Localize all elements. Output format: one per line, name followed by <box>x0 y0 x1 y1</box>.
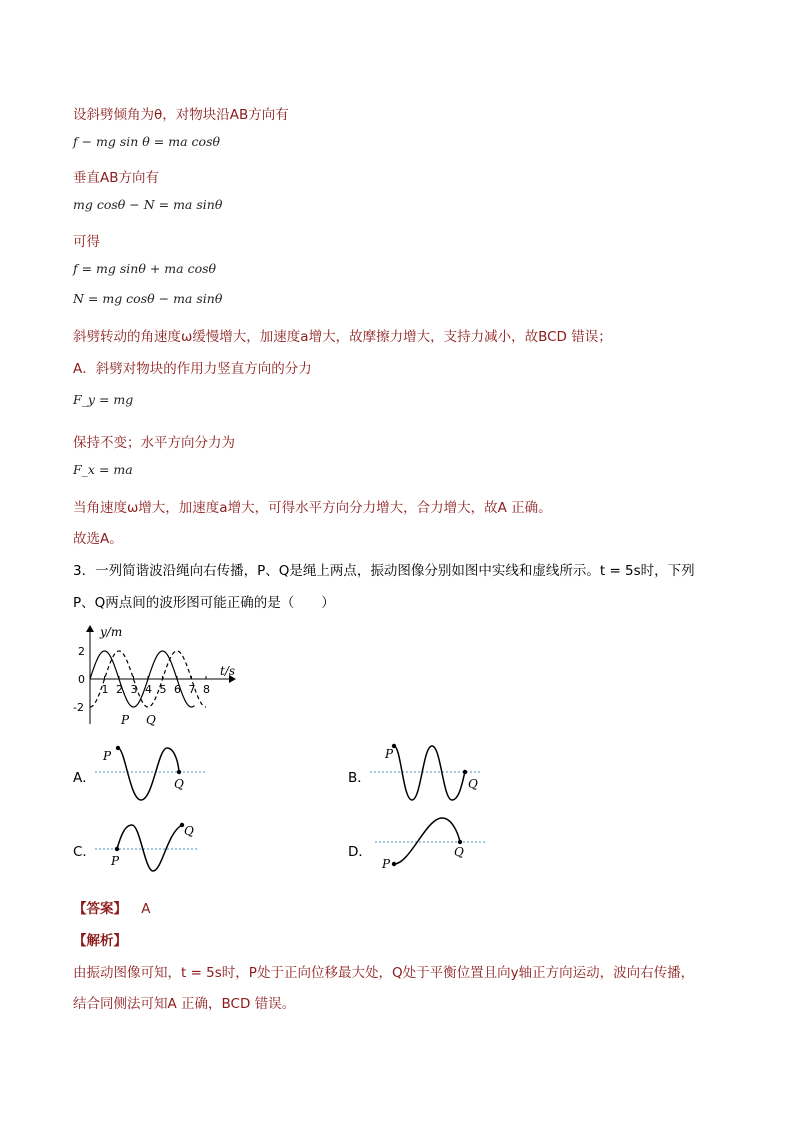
answer-row <box>73 897 151 917</box>
question-line-2: P、Q两点间的波形图可能正确的是（ ） <box>73 595 335 611</box>
t-tick-label: 2 <box>116 683 123 696</box>
analysis-line-1: 由振动图像可知，t = 5s时，P处于正向位移最大处，Q处于平衡位置且向y轴正方向运动，波向右传播， <box>73 965 695 981</box>
option-point-q: Q <box>184 824 194 838</box>
option-point-p: P <box>111 854 120 868</box>
option-c-waveform[interactable] <box>95 815 225 885</box>
option-a-label[interactable]: A． <box>73 770 96 786</box>
option-point-q: Q <box>468 777 478 791</box>
curve-label-p: P <box>121 713 130 727</box>
solution-line: 当角速度ω增大，加速度a增大，可得水平方向分力增大，合力增大，故A 正确。 <box>73 500 552 516</box>
solution-line: 故选A。 <box>73 531 123 547</box>
option-d-waveform[interactable] <box>370 808 520 878</box>
curve-label-q: Q <box>146 713 156 727</box>
option-point-p: P <box>385 747 394 761</box>
solution-line: A．斜劈对物块的作用力竖直方向的分力 <box>73 361 312 377</box>
analysis-tag: 【解析】 <box>73 933 127 949</box>
y-tick: 0 <box>78 673 85 686</box>
equation-line: f = mg sinθ + ma cosθ <box>73 261 217 276</box>
t-tick-label: 5 <box>159 683 167 696</box>
answer-tag: 【答案】 <box>73 901 127 917</box>
t-tick-label: 1 <box>101 683 109 696</box>
analysis-line-2: 结合同侧法可知A 正确，BCD 错误。 <box>73 996 296 1012</box>
solution-line: 设斜劈倾角为θ，对物块沿AB方向有 <box>73 107 289 123</box>
answer-value: A <box>141 901 151 917</box>
t-tick-label: 6 <box>174 683 181 696</box>
option-point-q: Q <box>174 777 184 791</box>
equation-line: mg cosθ − N = ma sinθ <box>73 197 223 212</box>
option-c-label[interactable]: C． <box>73 844 96 860</box>
vibration-graph <box>70 622 270 732</box>
t-tick-label: 3 <box>130 683 138 696</box>
equation-line: N = mg cosθ − ma sinθ <box>73 291 223 306</box>
option-point-q: Q <box>454 845 464 859</box>
option-point-p: P <box>103 749 112 763</box>
y-tick: -2 <box>73 701 84 714</box>
option-d-label[interactable]: D． <box>348 844 372 860</box>
equation-line: f − mg sin θ = ma cosθ <box>73 134 221 149</box>
option-b-waveform[interactable] <box>370 738 500 808</box>
t-tick-label: 4 <box>145 683 152 696</box>
equation-line: F_x = ma <box>73 462 133 477</box>
option-point-p: P <box>382 857 391 871</box>
t-tick-label: 8 <box>203 683 210 696</box>
solution-line: 垂直AB方向有 <box>73 170 159 186</box>
solution-line: 保持不变；水平方向分力为 <box>73 435 235 451</box>
t-tick-label: 7 <box>188 683 196 696</box>
equation-line: F_y = mg <box>73 392 134 407</box>
option-b-label[interactable]: B． <box>348 770 371 786</box>
solution-line: 可得 <box>73 234 100 250</box>
solution-line: 斜劈转动的角速度ω缓慢增大，加速度a增大，故摩擦力增大，支持力减小，故BCD 错误； <box>73 329 612 345</box>
y-tick: 2 <box>78 645 85 658</box>
y-axis-label: y/m <box>100 625 123 639</box>
question-line-1: 3．一列简谐波沿绳向右传播，P、Q是绳上两点，振动图像分别如图中实线和虚线所示。t = 5s时，下列 <box>73 563 695 579</box>
option-a-waveform[interactable] <box>95 740 215 810</box>
t-axis-label: t/s <box>220 664 236 678</box>
